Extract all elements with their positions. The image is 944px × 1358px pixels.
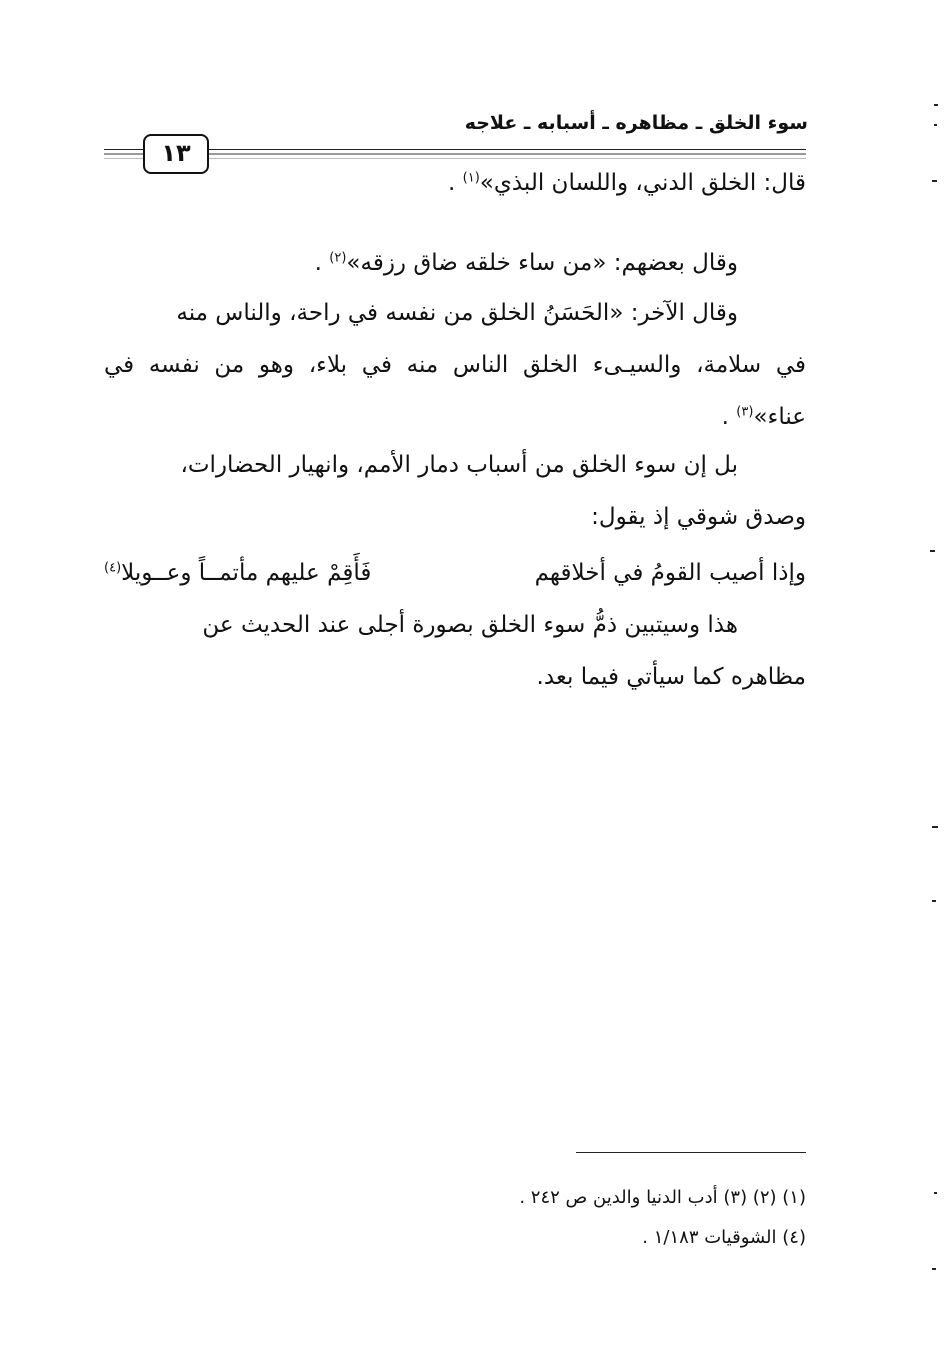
header-rule-lower (104, 158, 806, 159)
body-line-2-end: . (314, 250, 330, 276)
footnote-1-text: أدب الدنيا والدين ص ٢٤٢ . (519, 1187, 718, 1208)
footnote-ref-2: (٢) (329, 250, 347, 266)
scan-mark (932, 826, 938, 828)
scan-mark (934, 124, 937, 126)
running-title: سوء الخلق ـ مظاهره ـ أسبابه ـ علاجه (464, 112, 808, 134)
body-line-3: وقال الآخر: «الحَسَنُ الخلق من نفسه في راحة، والناس منه (176, 300, 738, 326)
footnote-ref-1: (١) (462, 170, 480, 186)
body-line-5 (722, 402, 806, 432)
footnote-2-marker: (٤) (782, 1227, 806, 1248)
scan-mark (932, 180, 937, 182)
body-line-1-text: قال: الخلق الدني، واللسان البذي» (479, 170, 806, 196)
verse-second-hemistich-text: فَأَقِمْ عليهم مأتمــاً وعــويلا (121, 560, 372, 586)
page-number: ١٣ (143, 134, 209, 174)
footnote-ref-3: (٣) (736, 404, 754, 420)
scan-mark (934, 104, 938, 106)
body-line-1-end: . (448, 170, 463, 196)
footnote-separator (576, 1152, 806, 1153)
footnote-1-marker: (١) (٢) (٣) (723, 1187, 806, 1208)
scan-mark (932, 900, 936, 902)
footnote-ref-4: (٤) (104, 560, 122, 576)
footnote-2-text: الشوقيات ١/١٨٣ . (642, 1227, 777, 1248)
header-rule (104, 149, 806, 150)
body-line-9: مظاهره كما سيأتي فيما بعد. (536, 664, 806, 690)
body-line-6: بل إن سوء الخلق من أسباب دمار الأمم، وانهيار الحضارات، (180, 452, 738, 478)
body-line-1 (448, 168, 806, 198)
header-rule-shaded (104, 153, 806, 155)
body-line-2-text: وقال بعضهم: «من ساء خلقه ضاق رزقه» (346, 250, 738, 276)
scan-mark (934, 1192, 937, 1194)
body-line-5-text: عناء» (753, 404, 806, 430)
body-line-7: وصدق شوقي إذ يقول: (591, 504, 806, 530)
verse-second-hemistich (104, 558, 371, 588)
body-line-5-end: . (721, 404, 737, 430)
body-line-2 (315, 248, 738, 278)
body-line-8: هذا وسيتبين ذمُّ سوء الخلق بصورة أجلى عند الحديث عن (202, 612, 738, 638)
footnote-1 (519, 1186, 806, 1210)
scan-mark (932, 1268, 936, 1270)
scan-mark (930, 550, 935, 552)
verse-first-hemistich: وإذا أصيب القومُ في أخلاقهم (534, 560, 806, 586)
footnote-2 (642, 1226, 806, 1250)
body-line-4: في سلامة، والسيـىء الخلق الناس منه في بلاء، وهو من نفسه في (104, 352, 806, 378)
